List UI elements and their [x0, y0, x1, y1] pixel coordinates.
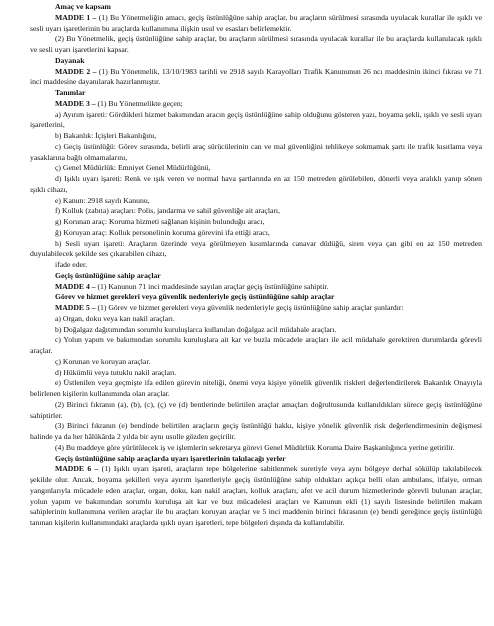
- paragraph-text: (1) Kanunun 71 inci maddesinde sayılan araçlar geçiş üstünlüğüne sahiptir.: [95, 281, 329, 291]
- article-2-paragraph-1: [30, 67, 482, 89]
- list-item: a) Organ, doku veya kan nakil araçları.: [55, 313, 175, 323]
- list-item: b) Doğalgaz dağıtımından sorumlu kuruluşlarca kullanılan doğalgaz acil müdahale araçları.: [55, 324, 337, 334]
- paragraph-text: (1) Bu Yönetmelikte geçen;: [95, 98, 183, 108]
- definition-item: a) Ayırım işareti: Gördükleri hizmet bakımından aracın geçiş üstünlüğüne sahip olduğunu gösteren yazı, boyama şekli, ışıklı ve sesli uyarı işaretlerini,: [30, 109, 482, 130]
- definition-item: e) Kanun: 2918 sayılı Kanunu,: [55, 195, 150, 205]
- definition-item: ç) Genel Müdürlük: Emniyet Genel Müdürlüğünü,: [55, 163, 211, 173]
- article-label: MADDE 3 –: [55, 98, 96, 108]
- article-1-paragraph-2: (2) Bu Yönetmelik, geçiş üstünlüğüne sahip araçlar, bu araçların sürülmesi sırasında uyulacak kurallar ile bu araçlarda kullanılacak ışıklı ve sesli uyarı işaretlerini kapsar.: [30, 34, 482, 54]
- paragraph-text: (1) Bu Yönetmeliğin amacı, geçiş üstünlüğüne sahip araçlar, bu araçların sürülmesi sırasında uyulacak kurallar ile ışıklı ve sesli uyarı işaretlerinin bu araçlarda kullanımına ilişkin usul ve esasları belirlemektir.: [30, 12, 482, 33]
- definition-item: c) Geçiş üstünlüğü: Görev sırasında, belirli araç sürücülerinin can ve mal güvenliğini tehlikeye sokmamak şartı ile trafik kısıtlama veya yasaklarına bağlı olmamalarını,: [30, 141, 482, 162]
- article-3-intro: [30, 99, 482, 110]
- paragraph-text: (1) Bu Yönetmelik, 13/10/1983 tarihli ve 2918 sayılı Karayolları Trafik Kanununun 26 ncı maddesinin ikinci fıkrası ve 71 inci maddesine dayanılarak hazırlanmıştır.: [30, 66, 482, 87]
- article-label: MADDE 6 –: [55, 464, 99, 474]
- article-label: MADDE 2 –: [55, 66, 97, 76]
- article-5-paragraph-4: (4) Bu maddeye göre yürütülecek iş ve işlemlerin sekretarya görevi Genel Müdürlük Koruma Daire Başkanlığınca yerine getirilir.: [55, 442, 455, 452]
- definition-item: h) Sesli uyarı işareti: Araçların üzerinde veya görülmeyen kısımlarında canavar düdüğü, siren veya çan gibi en az 150 metreden duyulabilecek şekilde ses çıkarabilen cihazı,: [30, 238, 482, 259]
- article-5-paragraph-2: (2) Birinci fıkranın (a), (b), (c), (ç) ve (d) bentlerinde belirtilen araçlar amaçları doğrultusunda kullanıldıkları sürece geçiş üstünlüğüne sahiptirler.: [30, 399, 482, 420]
- section-heading-duty-vehicles: Görev ve hizmet gerekleri veya güvenlik nedenleriyle geçiş üstünlüğüne sahip araçlar: [55, 292, 335, 302]
- list-item: c) Yolun yapım ve bakımından sorumlu kuruluşlara ait kar ve buzla mücadele araçları ile acil müdahale gerektiren durumlarda görevli araçlar.: [30, 335, 482, 355]
- section-heading-basis: Dayanak: [55, 55, 85, 65]
- section-heading-priority-vehicles: Geçiş üstünlüğüne sahip araçlar: [55, 270, 161, 280]
- definition-item: f) Kolluk (zabıta) araçları: Polis, jandarma ve sahil güvenliğe ait araçları,: [55, 206, 280, 216]
- section-heading-warning-placement: Geçiş üstünlüğüne sahip araçlarda uyarı işaretlerinin takılacağı yerler: [55, 453, 286, 463]
- paragraph-text: (1) Görev ve hizmet gerekleri veya güvenlik nedenleriyle geçiş üstünlüğüne sahip araçlar şunlardır:: [95, 303, 404, 312]
- definition-closing: ifade eder.: [55, 260, 88, 269]
- section-heading-purpose: Amaç ve kapsam: [55, 2, 111, 11]
- definition-item: ğ) Koruyan araç: Kolluk personelinin koruma görevini ifa ettiği aracı,: [55, 227, 270, 237]
- article-5-paragraph-3: (3) Birinci fıkranın (e) bendinde belirtilen araçların geçiş üstünlüğü hakkı, kişiye yönelik güvenlik risk değerlendirmesinin değişmesi halinde ya da her hâlükârda 2 yılda bir aynı usulle gözden geçirilir.: [30, 421, 482, 441]
- article-label: MADDE 4 –: [55, 281, 96, 291]
- list-item: e) Üstlenilen veya geçmişte ifa edilen görevin niteliği, önemi veya kişiye yönelik güvenlik riskleri değerlendirilerek Bakanlık Onayıyla belirlenen kişilerin kullanımında olan araçlar.: [30, 378, 482, 398]
- document-page: [30, 2, 482, 529]
- definition-item: g) Korunan araç: Koruma hizmeti sağlanan kişinin bulunduğu aracı,: [55, 217, 265, 226]
- article-label: MADDE 1 –: [55, 12, 97, 22]
- article-5-intro: [30, 303, 482, 314]
- definition-item: d) Işıklı uyarı işareti: Renk ve ışık veren ve normal hava şartlarında en az 150 metreden görülebilen, dönerli veya aralıklı yanıp sönen ışıklı cihazı,: [30, 174, 482, 194]
- section-heading-definitions: Tanımlar: [55, 88, 86, 97]
- article-1-paragraph-1: [30, 13, 482, 35]
- article-label: MADDE 5 –: [55, 303, 96, 312]
- article-6-paragraph-1: [30, 464, 482, 529]
- list-item: d) Hükümlü veya tutuklu nakil araçları.: [55, 367, 177, 377]
- definition-item: b) Bakanlık: İçişleri Bakanlığını,: [55, 131, 157, 140]
- paragraph-text: (1) Işıklı uyarı işareti, araçların tepe bölgelerine sabitlenmek suretiyle veya aynı bölgeye derhal sökülüp takılabilecek şekilde olur. Ancak, boyama şekilleri veya ayırım işaretleriyle geçiş üstünlüğüne sahip oldukları açıkça belli olan ambulans, itfaiye, orman yangınlarıyla mücadele eden araçlar, organ, doku, kan nakil araçları, kolluk araçları, afet ve acil durum hizmetlerinde görevli bulunan araçlar, yolun yapım ve bakımından sorumlu kuruluşa ait kar ve buz mücadelesi araçları ve Kanunun ekli (1) sayılı listesinde belirtilen makam sahiplerinin kullanımına verilen araçlar ile bu araçları koruyan araçlar ve 5 inci maddenin birinci fıkrasının (e) bendi gereğince geçiş üstünlüğü tanınan kişilerin kullanımındaki araçlarda ışıklı uyarı işaretleri, tepe bölgeleri dışında da kullanılabilir.: [30, 464, 482, 527]
- article-4-paragraph-1: [30, 282, 482, 293]
- list-item: ç) Korunan ve koruyan araçlar.: [55, 356, 151, 366]
